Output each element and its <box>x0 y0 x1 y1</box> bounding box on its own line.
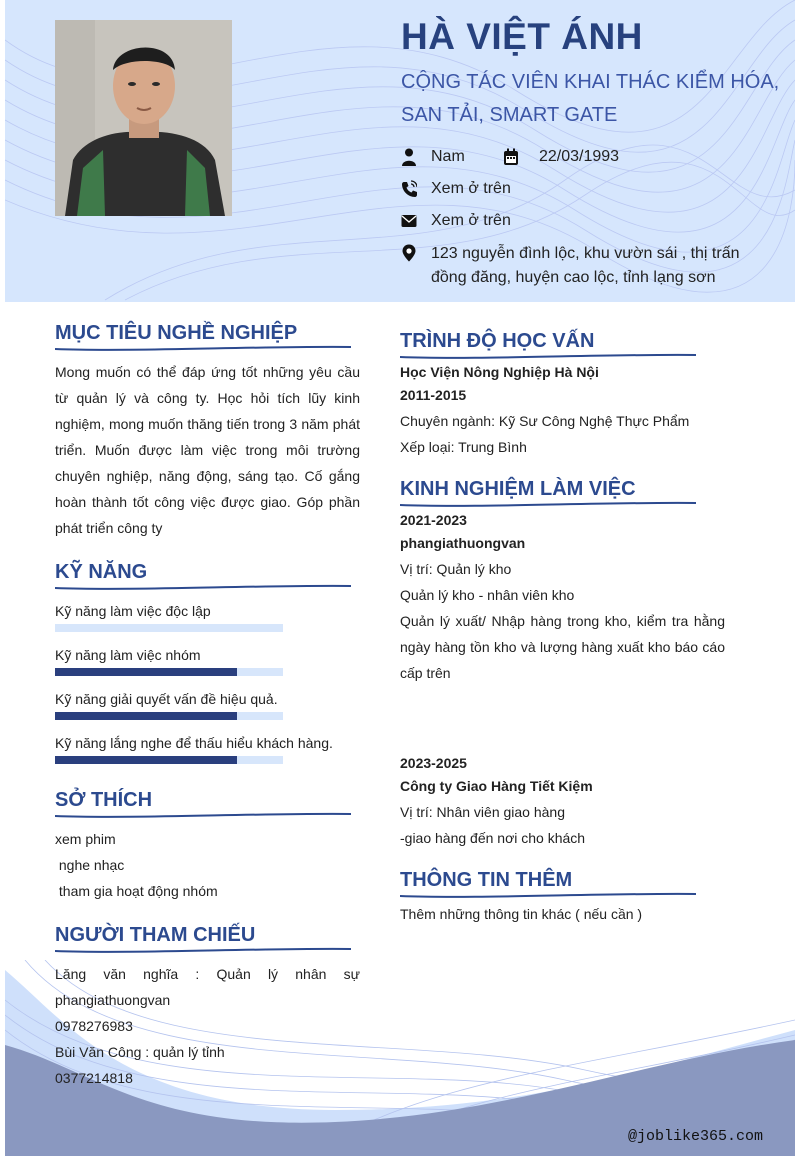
skills-title: KỸ NĂNG <box>55 561 148 583</box>
education-major: Chuyên ngành: Kỹ Sư Công Nghệ Thực Phẩm <box>400 413 690 429</box>
skill-label: Kỹ năng làm việc độc lập <box>55 603 211 619</box>
reference-contact: Bùi Văn Công : quản lý tỉnh <box>55 1044 225 1060</box>
envelope-icon <box>401 212 417 230</box>
job-years: 2023-2025 <box>400 755 467 771</box>
objective-underline <box>55 343 355 353</box>
job-years: 2021-2023 <box>400 512 467 528</box>
birthday-value: 22/03/1993 <box>539 148 620 165</box>
phone-value: Xem ở trên <box>431 180 511 197</box>
references-title: NGƯỜI THAM CHIẾU <box>55 924 256 946</box>
skill-bar <box>55 712 283 720</box>
skill-bar-fill <box>55 712 237 720</box>
references-underline <box>55 945 355 955</box>
job-position: Vị trí: Quản lý kho <box>400 561 512 577</box>
skill-bar <box>55 624 283 632</box>
experience-underline <box>400 499 700 509</box>
map-pin-icon <box>401 244 417 262</box>
phone-icon <box>401 180 417 198</box>
skill-label: Kỹ năng giải quyết vấn đề hiệu quả. <box>55 691 278 707</box>
brand-watermark: @joblike365.com <box>628 1128 764 1145</box>
hobbies-title: SỞ THÍCH <box>55 789 153 811</box>
profile-photo <box>55 20 232 216</box>
user-icon <box>401 148 417 166</box>
reference-phone: 0377214818 <box>55 1070 133 1086</box>
job-title: CỘNG TÁC VIÊN KHAI THÁC KIỂM HÓA, SAN TẢI, SMART GATE <box>401 71 780 126</box>
skill-label: Kỹ năng làm việc nhóm <box>55 647 201 663</box>
email-value: Xem ở trên <box>431 212 511 229</box>
skill-bar-fill <box>55 668 237 676</box>
objective-text: Mong muốn có thể đáp ứng tốt những yêu cầu từ quản lý và công ty. Học hỏi tích lũy kinh nghiệm, mong muốn thăng tiến trong 3 năm phát triển. Muốn được làm việc trong môi trường chuyên nghiệp, năng động, sáng tạo. Cố gắng hoàn thành tốt công việc được giao. Góp phần phát triển công ty <box>55 364 360 536</box>
extra-info-title: THÔNG TIN THÊM <box>400 869 573 891</box>
skill-bar <box>55 668 283 676</box>
job-description: -giao hàng đến nơi cho khách <box>400 830 586 846</box>
hobbies-underline <box>55 810 355 820</box>
calendar-icon <box>503 148 519 166</box>
skill-bar <box>55 756 283 764</box>
gender-value: Nam <box>431 148 465 165</box>
education-underline <box>400 351 700 361</box>
job-description: Quản lý xuất/ Nhập hàng trong kho, kiểm tra hằng ngày hàng tồn kho và lượng hàng xuất kho báo cáo cấp trên <box>400 613 725 681</box>
skill-label: Kỹ năng lắng nghe để thấu hiểu khách hàng. <box>55 735 333 751</box>
address-value: 123 nguyễn đình lộc, khu vườn sái , thị trấn đồng đăng, huyện cao lộc, tỉnh lạng sơn <box>431 245 740 286</box>
objective-title: MỤC TIÊU NGHỀ NGHIỆP <box>55 322 298 344</box>
job-position: Vị trí: Nhân viên giao hàng <box>400 804 565 820</box>
hobby-item: xem phim <box>55 831 116 847</box>
extra-info-text: Thêm những thông tin khác ( nếu cần ) <box>400 906 643 922</box>
reference-phone: 0978276983 <box>55 1018 133 1034</box>
extra-info-underline <box>400 890 700 900</box>
job-description: Quản lý kho - nhân viên kho <box>400 587 575 603</box>
job-company: phangiathuongvan <box>400 535 526 551</box>
education-grade: Xếp loại: Trung Bình <box>400 439 527 455</box>
skill-bar-fill <box>55 756 237 764</box>
job-company: Công ty Giao Hàng Tiết Kiệm <box>400 778 593 794</box>
school-name: Học Viện Nông Nghiệp Hà Nội <box>400 364 599 380</box>
experience-title: KINH NGHIỆM LÀM VIỆC <box>400 478 636 500</box>
skills-underline <box>55 582 355 592</box>
hobby-item: tham gia hoạt động nhóm <box>55 883 218 899</box>
candidate-name: HÀ VIỆT ÁNH <box>401 16 643 57</box>
cv-page <box>5 0 795 1156</box>
cv-header <box>5 0 795 302</box>
reference-contact: Lăng văn nghĩa : Quản lý nhân sự phangiathuongvan <box>55 966 360 1008</box>
education-title: TRÌNH ĐỘ HỌC VẤN <box>400 330 595 352</box>
education-years: 2011-2015 <box>400 387 467 403</box>
hobby-item: nghe nhạc <box>55 857 125 873</box>
